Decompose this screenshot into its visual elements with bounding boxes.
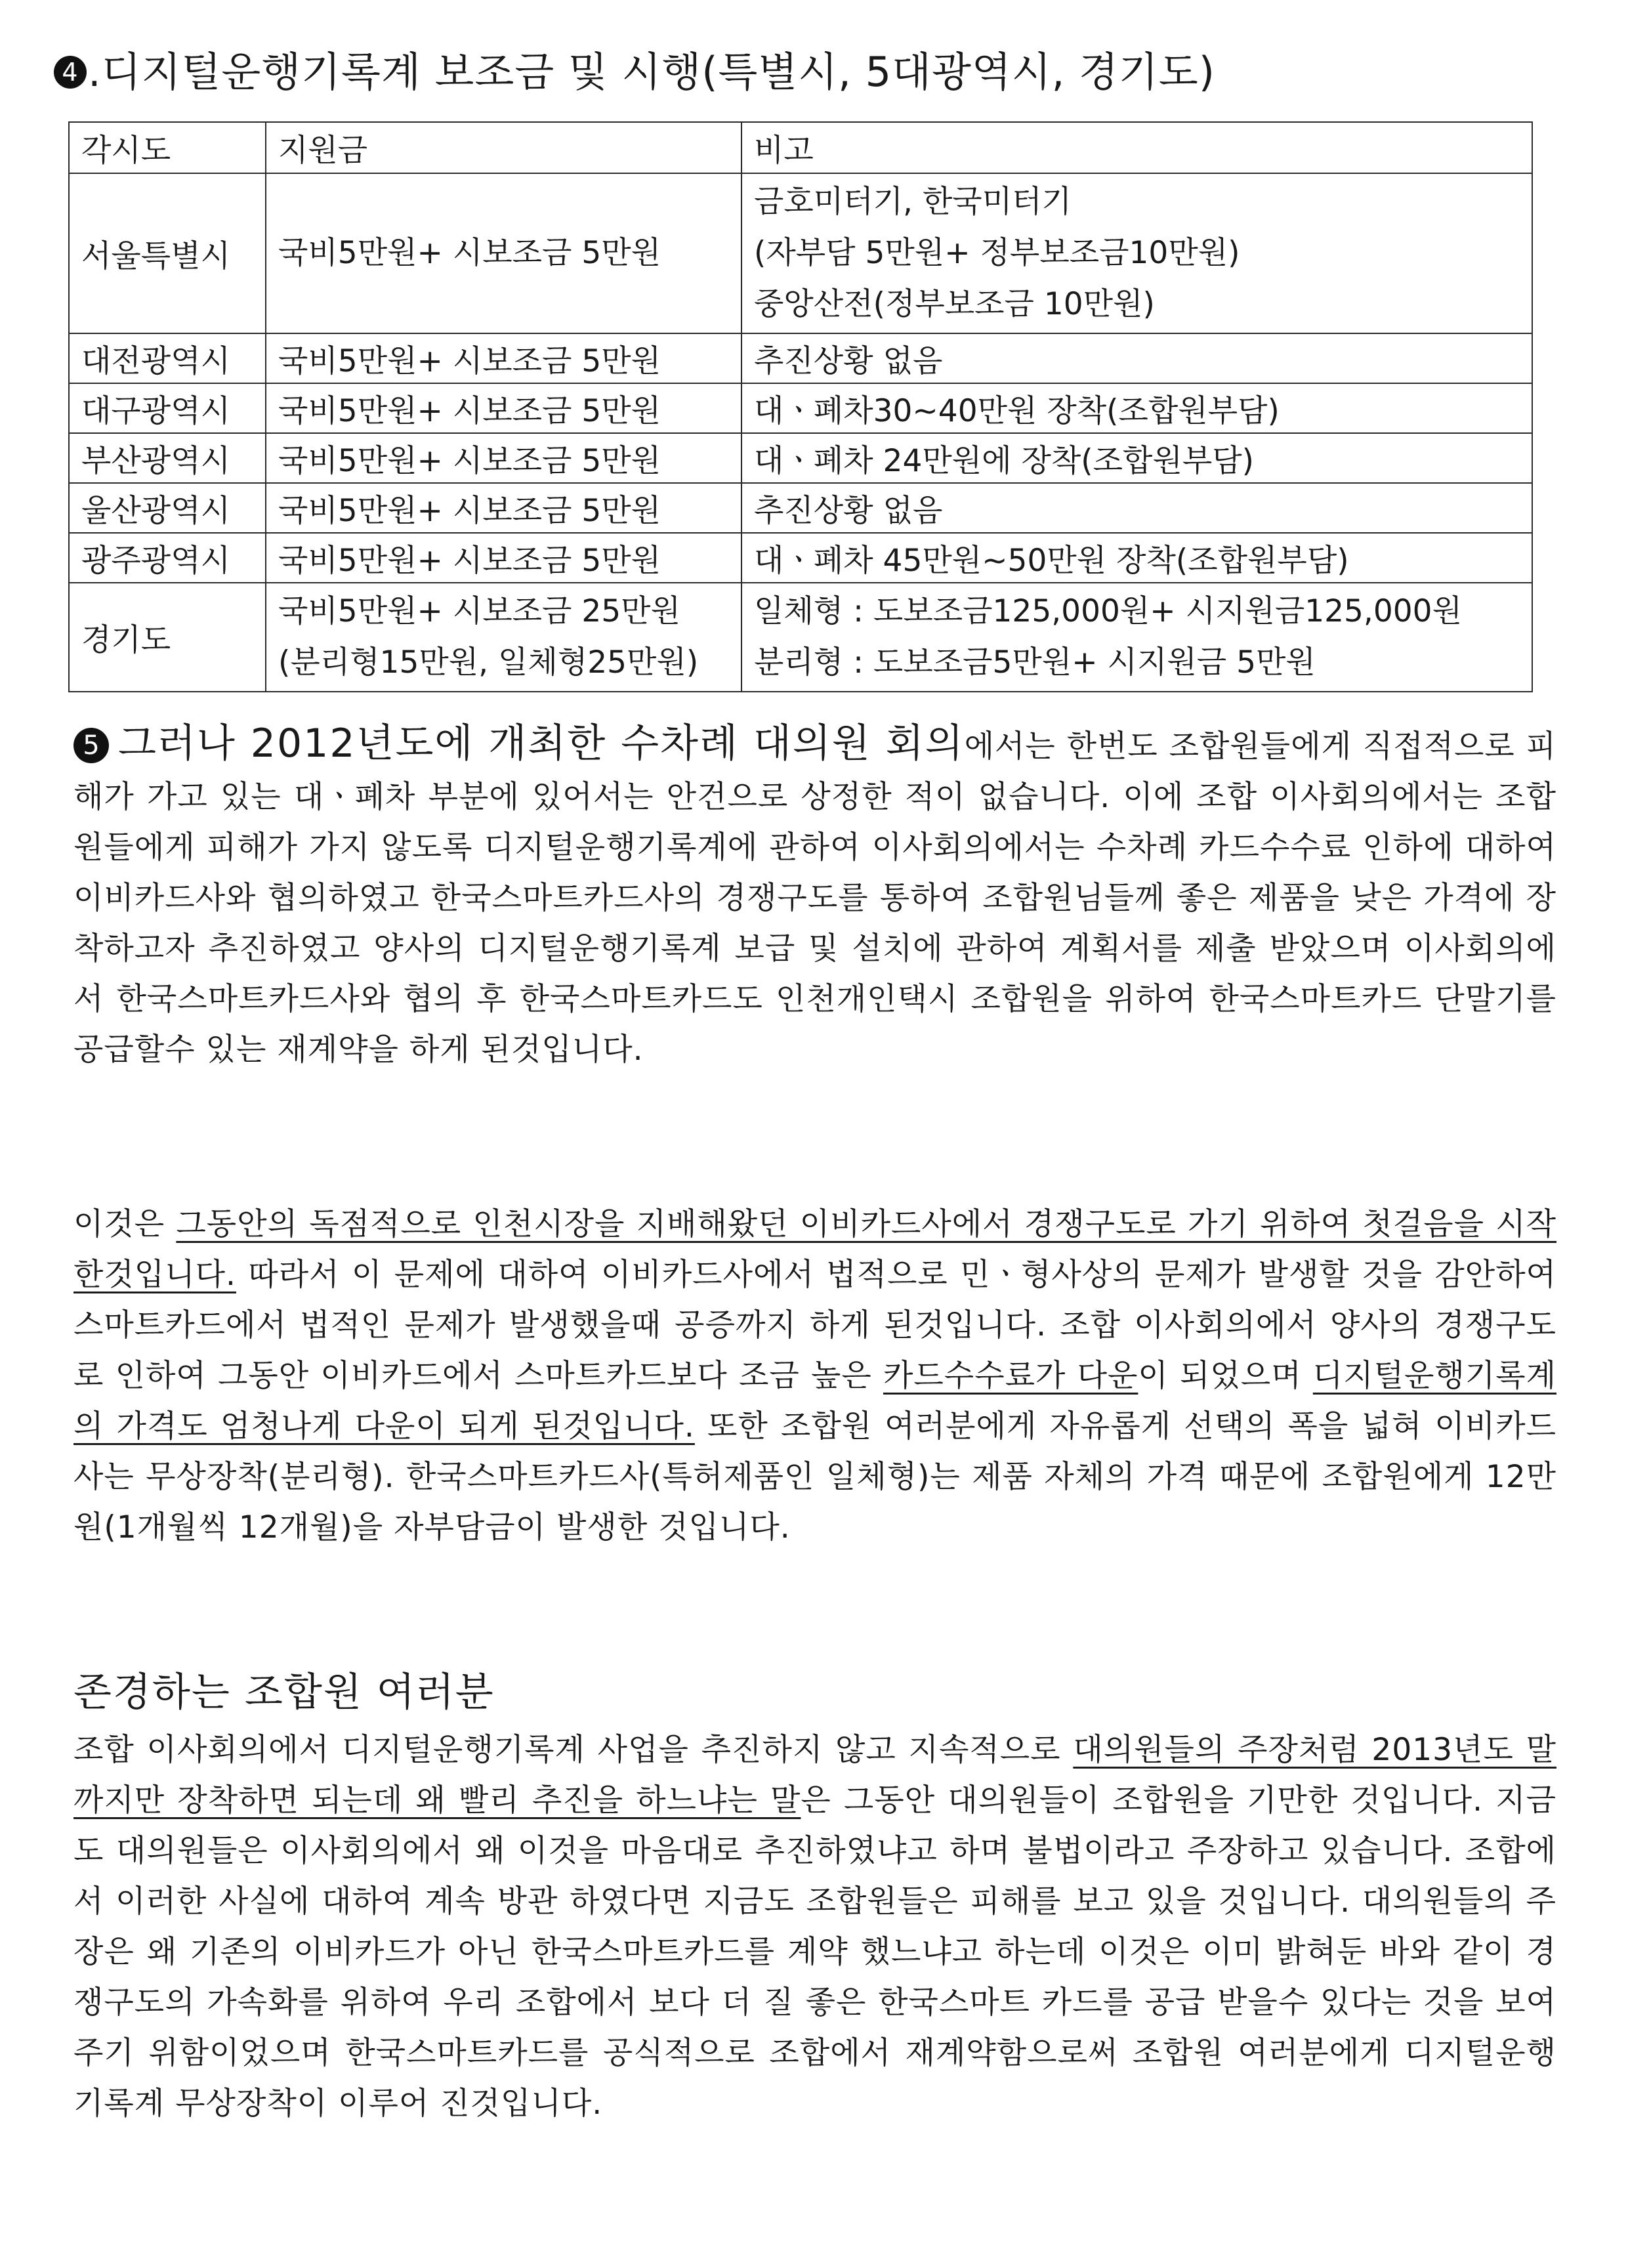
support-cell	[266, 583, 741, 692]
underlined-text: 그동안의 독점적으로 인천시장을 지배해왔던 이비카드사에서 경쟁구도로 가기 위하여 첫걸음을 시작한것입니다.	[73, 1206, 1556, 1293]
region-cell: 광주광역시	[69, 533, 266, 583]
closing-heading: 존경하는 조합원 여러분	[73, 1670, 495, 1715]
support-line: (분리형15만원, 일체형25만원)	[278, 644, 699, 681]
notes-line: 금호미터기, 한국미터기	[754, 184, 1072, 220]
header-notes: 비고	[741, 122, 1532, 173]
table-row	[69, 173, 1532, 333]
notes-cell	[741, 583, 1532, 692]
region-cell: 대구광역시	[69, 383, 266, 433]
paragraph-text: 따라서 이 문제에 대하여 이비카드사에서 법적으로 민ㆍ형사상의 문제가 발생할 것을 감안하여 스마트카드에서 법적인 문제가 발생했을때 공증까지 하게 된것입니다. 조합 이사회의에서 양사의 경쟁구도로 인하여 그동안 이비카드에서 스마트카드보다 조금 높은	[73, 1257, 1556, 1394]
notes-cell	[741, 173, 1532, 333]
notes-cell: 대ㆍ폐차30~40만원 장착(조합원부담)	[741, 383, 1532, 433]
table-row	[69, 533, 1532, 583]
notes-cell: 추진상황 없음	[741, 483, 1532, 533]
notes-cell: 추진상황 없음	[741, 333, 1532, 383]
table-row	[69, 433, 1532, 483]
region-cell: 서울특별시	[69, 173, 266, 333]
paragraph-text: 이 되었으며	[1138, 1358, 1313, 1394]
notes-line: (자부담 5만원+ 정부보조금10만원)	[754, 235, 1240, 271]
region-cell: 경기도	[69, 583, 266, 692]
underlined-text: 대의원들의 주장처럼 2013년도 말까지만 장착하면 되는데 왜 빨리 추진을 하느냐는 말	[73, 1732, 1556, 1818]
region-cell: 울산광역시	[69, 483, 266, 533]
table-header-row	[69, 122, 1532, 173]
table-row	[69, 383, 1532, 433]
paragraph-text: 이것은	[73, 1206, 177, 1242]
section-5-body: 에서는 한번도 조합원들에게 직접적으로 피해가 가고 있는 대ㆍ폐차 부분에 있어서는 안건으로 상정한 적이 없습니다. 이에 조합 이사회의에서는 조합원들에게 피해가 가지 않도록 디지털운행기록계에 관하여 이사회의에서는 수차례 카드수수료 인하에 대하여 이비카드사와 협의하였고 한국스마트카드사의 경쟁구도를 통하여 조합원님들께 좋은 제품을 낮은 가격에 장착하고자 추진하였고 양사의 디지털운행기록계 보급 및 설치에 관하여 계획서를 제출 받았으며 이사회의에서 한국스마트카드사와 협의 후 한국스마트카드도 인천개인택시 조합원을 위하여 한국스마트카드 단말기를 공급할수 있는 재계약을 하게 된것입니다.	[73, 728, 1556, 1068]
table-row	[69, 333, 1532, 383]
section-4-number: 4	[54, 56, 87, 89]
section-5-number: 5	[73, 728, 109, 763]
region-cell: 부산광역시	[69, 433, 266, 483]
support-cell: 국비5만원+ 시보조금 5만원	[266, 483, 741, 533]
paragraph-text: 조합 이사회의에서 디지털운행기록계 사업을 추진하지 않고 지속적으로	[73, 1732, 1074, 1768]
notes-line: 일체형 : 도보조금125,000원+ 시지원금125,000원	[754, 593, 1462, 629]
region-cell: 대전광역시	[69, 333, 266, 383]
notes-line: 분리형 : 도보조금5만원+ 시지원금 5만원	[754, 644, 1316, 681]
section-4-title-text: .디지털운행기록계 보조금 및 시행(특별시, 5대광역시, 경기도)	[88, 48, 1215, 96]
section-5-lead: 그러나 2012년도에 개최한 수차례 대의원 회의	[118, 721, 965, 766]
notes-cell: 대ㆍ폐차 24만원에 장착(조합원부담)	[741, 433, 1532, 483]
section-4-title	[54, 39, 1563, 105]
section-5-paragraph	[73, 719, 1556, 1075]
support-cell: 국비5만원+ 시보조금 5만원	[266, 433, 741, 483]
notes-cell: 대ㆍ폐차 45만원~50만원 장착(조합원부담)	[741, 533, 1532, 583]
table-row	[69, 483, 1532, 533]
table-row	[69, 583, 1532, 692]
support-cell: 국비5만원+ 시보조금 5만원	[266, 533, 741, 583]
underlined-text: 디지털운행기록계의 가격도 엄청나게 다운이 되게 된것입니다.	[73, 1358, 1556, 1444]
support-line: 국비5만원+ 시보조금 5만원	[278, 235, 661, 271]
closing-paragraph	[73, 1725, 1556, 2129]
header-region: 각시도	[69, 122, 266, 173]
notes-line: 중앙산전(정부보조금 10만원)	[754, 286, 1155, 322]
support-cell: 국비5만원+ 시보조금 5만원	[266, 333, 741, 383]
underlined-text: 카드수수료가 다운	[883, 1358, 1138, 1394]
header-support: 지원금	[266, 122, 741, 173]
subsidy-table	[68, 121, 1533, 692]
paragraph-text: 또한 조합원 여러분에게 자유롭게 선택의 폭을 넓혀 이비카드사는 무상장착(분리형). 한국스마트카드사(특허제품인 일체형)는 제품 자체의 가격 때문에 조합원에게 12만원(1개월씩 12개월)을 자부담금이 발생한 것입니다.	[73, 1408, 1556, 1545]
competition-paragraph	[73, 1199, 1556, 1553]
paragraph-text: 은 그동안 대의원들이 조합원을 기만한 것입니다. 지금도 대의원들은 이사회의에서 왜 이것을 마음대로 추진하였냐고 하며 불법이라고 주장하고 있습니다. 조합에서 이러한 사실에 대하여 계속 방관 하였다면 지금도 조합원들은 피해를 보고 있을 것입니다. 대의원들의 주장은 왜 기존의 이비카드가 아닌 한국스마트카드를 계약 했느냐고 하는데 이것은 이미 밝혀둔 바와 같이 경쟁구도의 가속화를 위하여 우리 조합에서 보다 더 질 좋은 한국스마트 카드를 공급 받을수 있다는 것을 보여주기 위함이었으며 한국스마트카드를 공식적으로 조합에서 재계약함으로써 조합원 여러분에게 디지털운행기록계 무상장착이 이루어 진것입니다.	[73, 1782, 1556, 2122]
support-line: 국비5만원+ 시보조금 25만원	[278, 593, 680, 629]
support-cell	[266, 173, 741, 333]
support-cell: 국비5만원+ 시보조금 5만원	[266, 383, 741, 433]
